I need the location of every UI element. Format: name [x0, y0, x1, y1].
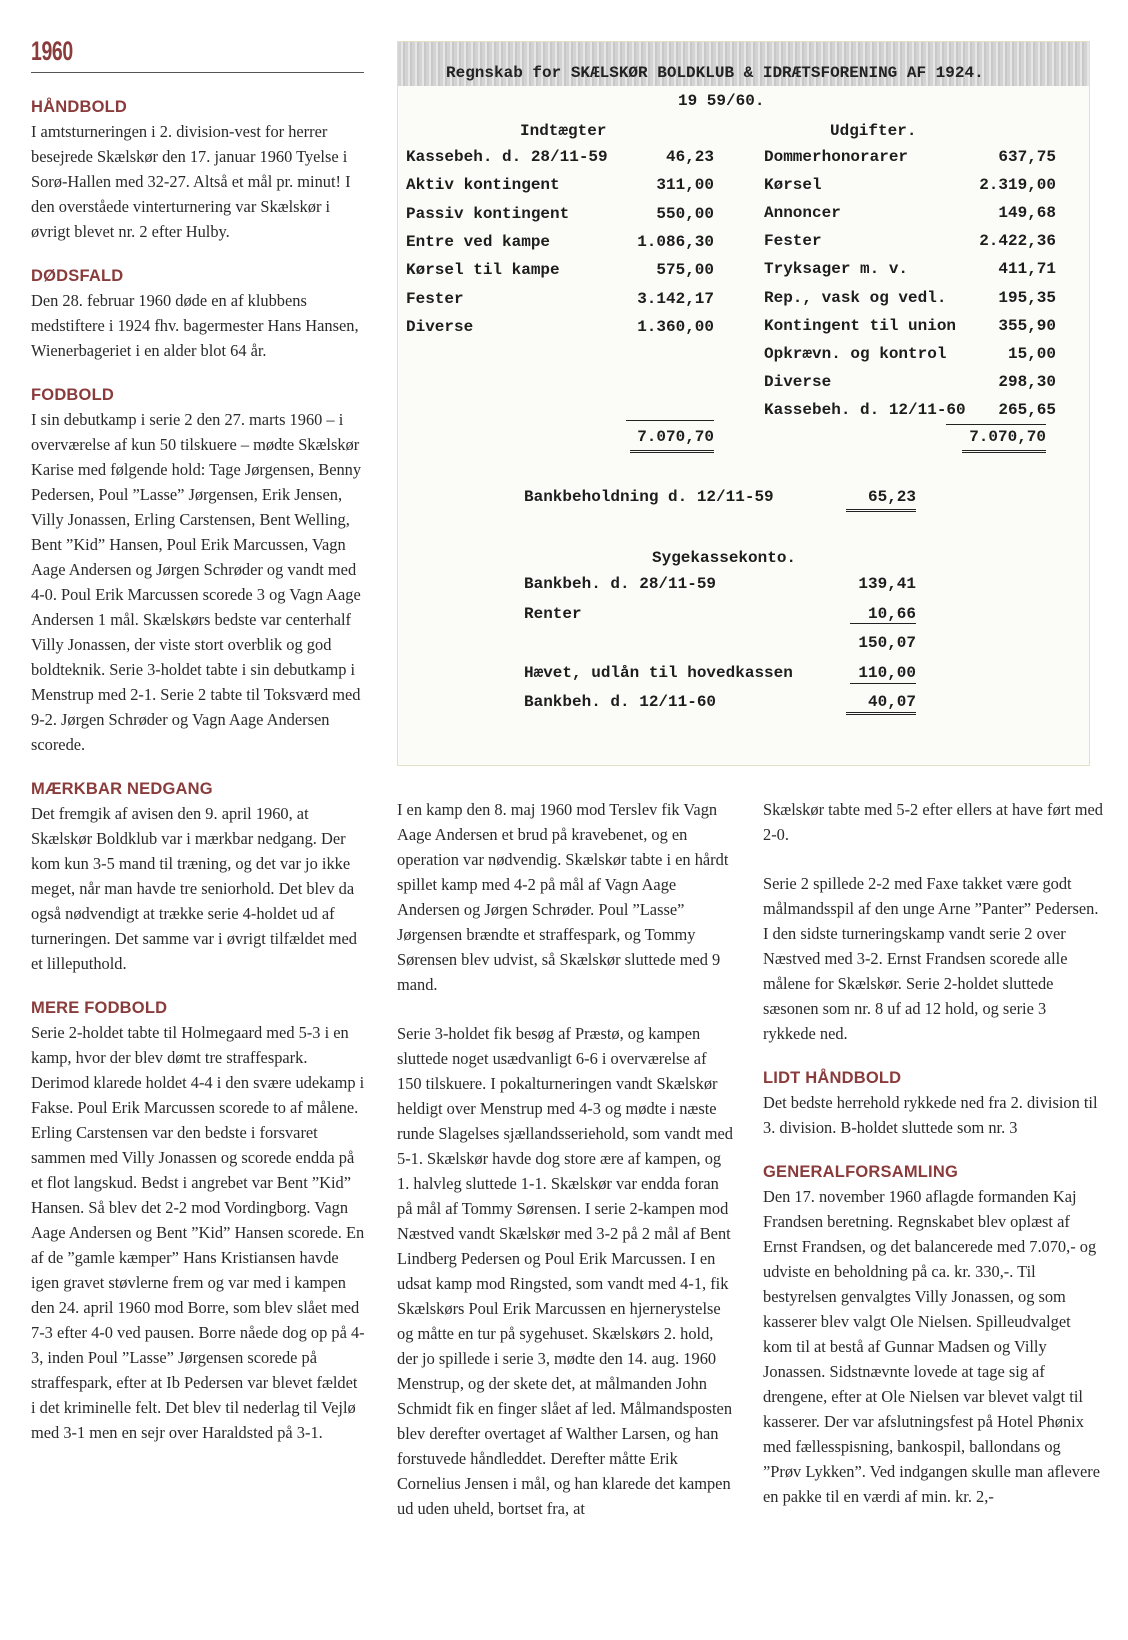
ledger-sick-amount: 10,66	[867, 604, 916, 623]
heading-maerkbar-nedgang: MÆRKBAR NEDGANG	[31, 780, 213, 798]
ledger-income-label: Kassebeh. d. 28/11-59	[406, 148, 608, 166]
column-middle	[397, 797, 735, 1521]
ledger-expense-label: Opkrævn. og kontrol	[764, 344, 947, 363]
bank-double-line	[846, 509, 916, 512]
ledger-expense-amount: 265,65	[998, 400, 1056, 419]
text-right-2: Serie 2 spillede 2-2 med Faxe takket være godt målmandsspil af den unge Arne ”Panter” Pedersen. I den sidste turneringskamp vandt serie 2 over Næstved med 3-2. Ernst Frandsen scorede alle målene for Skælskør. Serie 2-holdet sluttede sæsonen som nr. 8 uf ad 12 hold, og serie 3 rykkede ned.	[763, 874, 1099, 1043]
ledger-sick-header: Sygekassekonto.	[652, 549, 797, 567]
ledger-income-label: Fester	[406, 289, 464, 308]
text-mere-fodbold: Serie 2-holdet tabte til Holmegaard med 5-3 i en kamp, hvor der blev dømt tre straffespark. Derimod klarede holdet 4-4 i den svære udekamp i Fakse. Poul Erik Marcussen scorede to af målene. Erling Carstensen var den bedste i forsvaret sammen med Villy Jonassen og scorede endda på et flot langskud. Bedst i angrebet var Bent ”Kid” Hansen. Så blev det 2-2 mod Vordingborg. Vagn Aage Andersen og Bent ”Kid” Hansen scorede. En af de ”gamle kæmper” Hans Kristiansen havde igen gravet støvlerne frem og var med i kampen den 24. april 1960 mod Borre, som blev slået med 7-3 efter 4-0 ved pausen. Borre nåede dog op på 4-3, inden Poul ”Lasse” Jørgensen scorede på straffespark, efter at Ib Pedersen var blevet fældet i det kriminelle felt. Det blev til nederlag til Vejlø med 3-1 men en sejr over Haraldsted på 3-1.	[31, 1023, 365, 1442]
text-haandbold: I amtsturneringen i 2. division-vest for herrer besejrede Skælskør den 17. januar 1960 Tyelse i Sorø-Hallen med 32-27. Altså et mål pr. minut! I den overståede vinterturnering var Skælskør i øvrigt blevet nr. 2 efter Hulby.	[31, 122, 351, 241]
sick-sub-line	[850, 623, 916, 624]
ledger-sick-label: Bankbeh. d. 12/11-60	[524, 693, 717, 712]
ledger-income-label: Passiv kontingent	[406, 204, 570, 223]
heading-lidt-haandbold: LIDT HÅNDBOLD	[763, 1069, 902, 1087]
ledger-expense-amount: 637,75	[998, 148, 1056, 166]
expense-sum-line	[946, 424, 1046, 425]
ledger-expense-label: Tryksager m. v.	[764, 260, 909, 279]
ledger-expense-label: Kontingent til union	[764, 316, 957, 335]
ledger-expense-amount: 355,90	[998, 316, 1056, 335]
ledger-expense-amount: 149,68	[998, 204, 1056, 223]
ledger-income-amount: 1.360,00	[637, 317, 714, 336]
ledger-income-label: Entre ved kampe	[406, 232, 551, 251]
page-year: 1960	[31, 36, 73, 66]
ledger-expense-amount: 195,35	[998, 288, 1056, 307]
ledger-bank-label: Bankbeholdning d. 12/11-59	[524, 488, 774, 506]
ledger-expense-label: Fester	[764, 232, 822, 251]
income-sum-line	[626, 420, 714, 421]
ledger-expense-label: Dommerhonorarer	[764, 148, 909, 166]
ledger-income-amount: 3.142,17	[637, 289, 714, 308]
ledger-income-label: Kørsel til kampe	[406, 261, 560, 280]
sick-double-line	[846, 712, 916, 715]
ledger-scan	[397, 41, 1090, 766]
ledger-sick-label: Bankbeh. d. 28/11-59	[524, 575, 717, 593]
text-right-1: Skælskør tabte med 5-2 efter ellers at have ført med 2-0.	[763, 800, 1103, 844]
heading-generalforsamling: GENERALFORSAMLING	[763, 1163, 958, 1181]
column-left	[31, 95, 366, 1445]
expense-double-line	[962, 450, 1046, 453]
text-generalforsamling: Den 17. november 1960 aflagde formanden Kaj Frandsen beretning. Regnskabet blev oplæst af Ernst Frandsen, og det balancerede med 7.070,- og udviste en beholdning på ca. kr. 330,-. Til bestyrelsen genvalgtes Villy Jonassen, og som kasserer blev valgt Ole Nielsen. Spilleudvalget kom til at bestå af Gunnar Madsen og Villy Jonassen. Sidstnævnte lovede at tage sig af drengene, efter at Ole Nielsen var blevet valgt til kasserer. Der var afslutningsfest på Hotel Phønix med fællesspisning, bankospil, ballondans og ”Prøv Lykken”. Ved indgangen skulle man aflevere en pakke til en værdi af min. kr. 2,-	[763, 1187, 1100, 1506]
ledger-title: Regnskab for SKÆLSKØR BOLDKLUB & IDRÆTSFORENING AF 1924.	[446, 64, 984, 82]
ledger-expense-amount: 2.422,36	[979, 232, 1056, 251]
text-middle-2: Serie 3-holdet fik besøg af Præstø, og kampen sluttede noget usædvanligt 6-6 i overværelse af 150 tilskuere. I pokalturneringen vandt Skælskør heldigt over Menstrup med 4-3 og mødte i næste runde Slagelses sjællandsseriehold, som vandt med 5-1. Skælskør havde dog store ære af kampen, og 1. halvleg sluttede 1-1. Skælskør var endda foran på mål af Tommy Sørensen. I serie 2-kampen mod Næstved vandt Skælskør med 3-2 på 2 mål af Bent Lindberg Pedersen og Poul Erik Marcussen. I en udsat kamp mod Ringsted, som vandt med 4-1, fik Skælskørs Poul Erik Marcussen en hjernerystelse og måtte en tur på sygehuset. Skælskørs 2. hold, der jo spillede i serie 3, mødte den 14. aug. 1960 Menstrup, og der skete det, at målmanden John Schmidt fik en finger slået af led. Målmandsposten blev derefter overtaget af Walther Larsen, og han forstuvede håndleddet. Derefter måtte Erik Cornelius Jensen i mål, og han klarede det kampen ud uden uheld, bortset fra, at	[397, 1024, 733, 1518]
ledger-expense-label: Kørsel	[764, 176, 822, 195]
ledger-expense-header: Udgifter.	[830, 122, 917, 140]
ledger-expense-label: Kassebeh. d. 12/11-60	[764, 400, 966, 419]
ledger-income-total: 7.070,70	[637, 428, 714, 446]
ledger-income-amount: 311,00	[656, 176, 714, 195]
text-maerkbar-nedgang: Det fremgik af avisen den 9. april 1960, at Skælskør Boldklub var i mærkbar nedgang. Der kom kun 3-5 mand til træning, og det var jo ikke meget, når man havde tre seniorhold. Det blev da også nødvendigt at trække serie 4-holdet ud af turneringen. Det samme var i øvrigt tilfældet med et lilleputhold.	[31, 804, 357, 973]
text-fodbold: I sin debutkamp i serie 2 den 27. marts 1960 – i overværelse af kun 50 tilskuere – mødte Skælskør Karise med følgende hold: Tage Jørgensen, Benny Pedersen, Poul ”Lasse” Jørgensen, Erik Jensen, Villy Jonassen, Erling Carstensen, Bent Welling, Bent ”Kid” Hansen, Poul Erik Marcussen, Vagn Aage Andersen og Jørgen Schrøder og vandt med 4-0. Poul Erik Marcussen scorede 3 og Vagn Aage Andersen 1 mål. Skælskørs bedste var centerhalf Villy Jonassen, der viste stort overblik og god boldteknik. Serie 3-holdet tabte i sin debutkamp i Menstrup med 2-1. Serie 2 tabte til Toksværd med 9-2. Jørgen Schrøder og Vagn Aage Andersen scorede.	[31, 410, 362, 754]
heading-doedsfald: DØDSFALD	[31, 267, 124, 285]
text-lidt-haandbold: Det bedste herrehold rykkede ned fra 2. division til 3. division. B-holdet sluttede som nr. 3	[763, 1093, 1098, 1137]
ledger-expense-label: Annoncer	[764, 204, 841, 223]
ledger-income-amount: 575,00	[656, 261, 714, 280]
ledger-expense-amount: 411,71	[998, 260, 1056, 279]
text-middle-1: I en kamp den 8. maj 1960 mod Terslev fik Vagn Aage Andersen et brud på kravebenet, og en operation var nødvendig. Skælskør tabte i en hårdt spillet kamp med 4-2 på mål af Vagn Aage Andersen og Jørgen Schrøder. Poul ”Lasse” Jørgensen brændte et straffespark, og Tommy Sørensen blev udvist, så Skælskør sluttede med 9 mand.	[397, 800, 729, 994]
column-right	[763, 797, 1103, 1509]
heading-fodbold: FODBOLD	[31, 386, 114, 404]
ledger-income-amount: 1.086,30	[637, 232, 714, 251]
ledger-expense-amount: 2.319,00	[979, 176, 1056, 195]
ledger-income-amount: 550,00	[656, 204, 714, 223]
ledger-sick-amount: 139,41	[858, 575, 916, 593]
ledger-income-header: Indtægter	[520, 122, 607, 140]
ledger-expense-label: Diverse	[764, 372, 832, 391]
ledger-income-amount: 46,23	[665, 148, 714, 166]
ledger-sick-amount: 40,07	[867, 693, 916, 712]
sick-withdraw-line	[850, 683, 916, 684]
ledger-income-label: Diverse	[406, 317, 474, 336]
ledger-expense-amount: 15,00	[1007, 344, 1056, 363]
ledger-income-label: Aktiv kontingent	[406, 176, 560, 195]
heading-haandbold: HÅNDBOLD	[31, 98, 128, 116]
text-doedsfald: Den 28. februar 1960 døde en af klubbens medstiftere i 1924 fhv. bagermester Hans Hansen, Wienerbageriet i en alder blot 64 år.	[31, 291, 359, 360]
ledger-expense-total: 7.070,70	[969, 428, 1046, 446]
ledger-season: 19 59/60.	[678, 92, 765, 110]
year-divider	[31, 72, 364, 73]
ledger-expense-label: Rep., vask og vedl.	[764, 288, 947, 307]
heading-mere-fodbold: MERE FODBOLD	[31, 999, 168, 1017]
ledger-sick-label: Renter	[524, 604, 582, 623]
ledger-bank-amount: 65,23	[867, 488, 916, 506]
ledger-expense-amount: 298,30	[998, 372, 1056, 391]
income-double-line	[630, 450, 714, 453]
ledger-sick-amount: 150,07	[858, 634, 916, 653]
ledger-sick-label: Hævet, udlån til hovedkassen	[524, 663, 793, 682]
ledger-sick-amount: 110,00	[858, 663, 916, 682]
